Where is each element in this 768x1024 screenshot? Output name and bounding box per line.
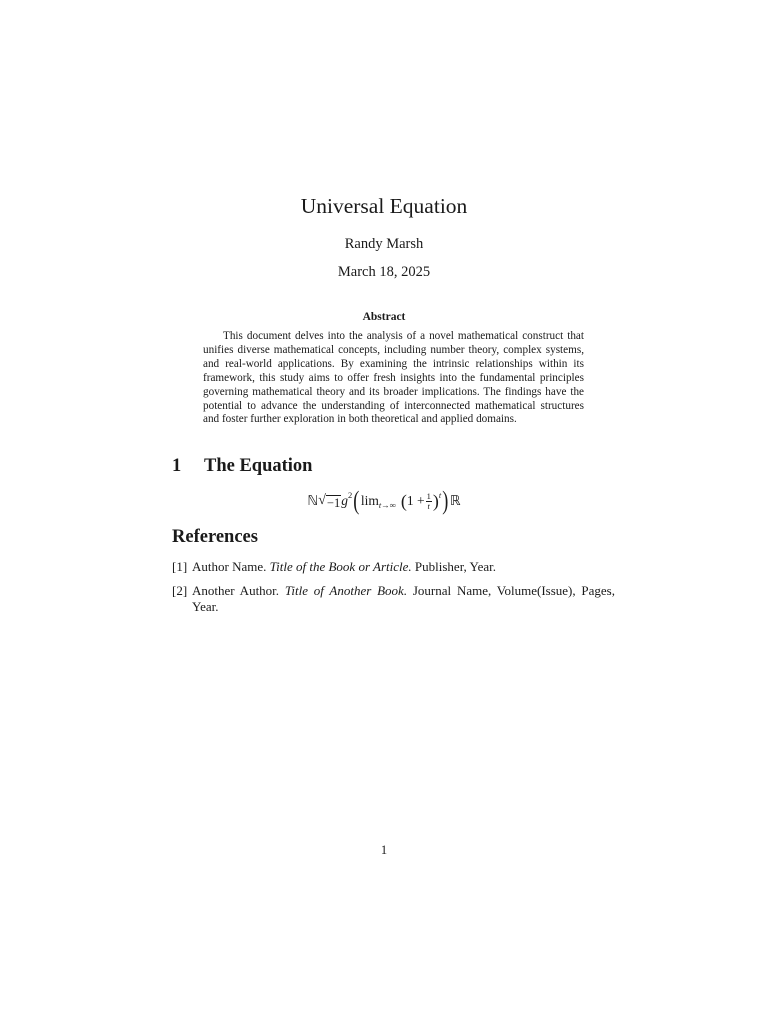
eq-frac-denominator: t (427, 500, 430, 511)
universal-equation (0, 484, 768, 518)
radical-icon: √ (318, 492, 326, 508)
reference-title: Title of Another Book. (284, 583, 408, 598)
reference-title: Title of the Book or Article. (269, 559, 412, 574)
abstract-body: This document delves into the analysis of a novel mathematical construct that unifies diverse mathematical concepts, including number theory, complex systems, and real-world applications. By examining the intrinsic relationships within its framework, this study aims to offer fresh insights into the fundamental principles governing mathematical theory and its broader implications. The findings have the potential to advance the understanding of interconnected mathematical structures and foster further exploration in both theoretical and applied domains. (203, 330, 584, 426)
reference-item (172, 559, 615, 575)
eq-frac-numerator: 1 (426, 490, 431, 501)
eq-reals-symbol: ℝ (449, 493, 461, 508)
right-paren-icon: ) (432, 491, 439, 511)
eq-g-exponent: 2 (347, 490, 353, 500)
reference-label: [2] (172, 583, 188, 598)
reference-publisher: Journal Name, Volume(Issue), Pages, Year. (192, 583, 615, 614)
reference-author: Another Author. (192, 583, 280, 598)
references-heading: References (172, 527, 258, 547)
eq-g: g (341, 493, 348, 508)
reference-item (172, 583, 615, 615)
reference-label: [1] (172, 559, 188, 574)
eq-power: t (438, 490, 442, 500)
eq-naturals-symbol: ℕ (307, 493, 319, 508)
section-title: The Equation (204, 456, 313, 476)
abstract-heading: Abstract (362, 311, 406, 323)
right-big-paren-icon: ) (442, 486, 449, 515)
eq-one-plus: 1 + (406, 493, 425, 508)
eq-fraction (426, 492, 432, 511)
left-big-paren-icon: ( (353, 486, 360, 515)
eq-square-root (318, 493, 341, 510)
paper-date: March 18, 2025 (337, 264, 431, 280)
reference-publisher: Publisher, Year. (414, 559, 497, 574)
reference-author: Author Name. (192, 559, 267, 574)
reference-body (192, 583, 615, 615)
reference-body (192, 559, 615, 575)
left-paren-icon: ( (400, 491, 407, 511)
section-number: 1 (172, 456, 182, 476)
paper-author: Randy Marsh (344, 236, 424, 252)
eq-lim: lim (360, 493, 379, 508)
paper-title: Universal Equation (300, 194, 468, 218)
eq-lim-subscript: t→∞ (378, 500, 396, 510)
section-heading (172, 456, 592, 477)
page-number: 1 (380, 843, 388, 857)
eq-radicand: −1 (326, 495, 341, 510)
